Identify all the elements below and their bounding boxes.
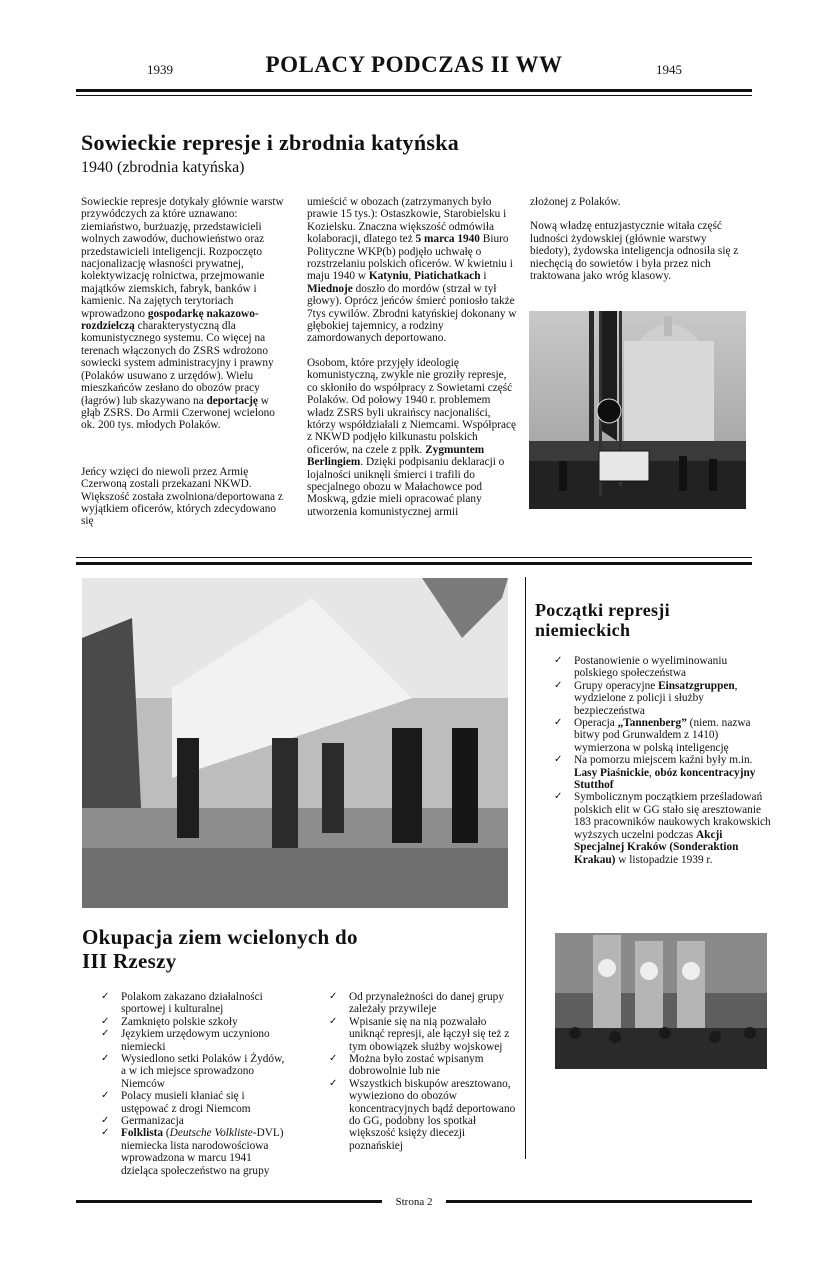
text: Postanowienie o wyeliminowaniu polskiego społeczeństwa (574, 655, 728, 680)
list-item (101, 1127, 291, 1177)
text-italic: Deutsche Volkliste- (169, 1127, 257, 1140)
year-end: 1945 (656, 62, 682, 77)
check-icon: ✓ (554, 717, 563, 729)
middle-rule (76, 562, 752, 565)
list-item (101, 991, 291, 1016)
text: Można było zostać wpisanym dobrowolnie lub nie (349, 1053, 484, 1078)
soviet-column-3 (530, 196, 746, 294)
check-icon: ✓ (554, 791, 563, 803)
text: charakterystyczną dla komunistycznego systemu. Co więcej na terenach włączonych do ZSRS wdrożono sowiecki system administracyjny i prawny (Polaków usuwano z urzędów). Wielu mieszkańców zesłano do obozów pracy (łagrów) lub skazywano na (81, 320, 274, 407)
header-rule (76, 89, 752, 92)
check-icon: ✓ (101, 1127, 110, 1139)
text: w listopadzie 1939 r. (615, 853, 713, 866)
column-divider (525, 577, 526, 1159)
text: w głąb ZSRS. Do Armii Czerwonej wcielono ok. 200 tys. młodych Polaków. (81, 394, 275, 432)
section-title-soviet: Sowieckie represje i zbrodnia katyńska (81, 130, 460, 155)
text: doszło do mordów (strzał w tył głowy). Oprócz jeńców śmierć poniosło także 7tys cywilów. Zbrodni katyńskiej dokonany w głębokiej tajemnicy, a rodziny zamordowanych deportowano. (307, 282, 517, 345)
text-bold: gospodarkę nakazowo-rozdzielczą (81, 307, 259, 333)
text: (niem. nazwa bitwy pod Grunwaldem z 1410) wymierzona w polską inteligencję (574, 717, 751, 754)
title-line: niemieckich (535, 620, 631, 640)
text-bold: Katyniu (368, 270, 409, 283)
text: Polacy musieli kłaniać się i ustępować z drogi Niemcom (121, 1090, 251, 1115)
check-icon: ✓ (329, 1015, 338, 1027)
photo-nazi-banners (555, 933, 767, 1069)
middle-rule-thin (76, 557, 752, 558)
text-bold: Lasy Piaśnickie (574, 766, 650, 779)
text: Sowieckie represje dotykały głównie warstw przywódczych za które uznawano: ziemiaństwo, burżuazję, przedstawicieli wolnych zawodów, duchowieństwo oraz przedstawicieli inteligencji. Rozpoczęto nacjonalizację własności prywatnej, kolektywizację rolnictwa, przejmowanie majątków ziemskich, fabryk, banków i kamienic. Na zajętych terytoriach wprowadzono (81, 196, 284, 320)
text-bold: obóz koncentracyjny Stutthof (574, 766, 756, 792)
text: Od przynależności do danej grupy zależały przywileje (349, 991, 504, 1016)
list-item (554, 717, 772, 754)
text-bold: Einsatzgruppen (658, 679, 735, 692)
german-start-list (554, 655, 772, 866)
occupation-list-left (101, 991, 291, 1177)
text: Językiem urzędowym uczyniono niemiecki (121, 1028, 270, 1053)
footer-rule-right (446, 1200, 752, 1203)
title-line: Początki represji (535, 600, 670, 620)
text: Grupy operacyjne (574, 679, 659, 692)
title-line: Okupacja ziem wcielonych do (82, 925, 358, 949)
list-item (329, 1053, 521, 1078)
title-line: III Rzeszy (82, 949, 177, 973)
text: Symbolicznym początkiem prześladowań polskich elit w GG stało się aresztowanie 183 pracowników naukowych krakowskich wyższych uczelni podczas (574, 791, 771, 841)
list-item (101, 1053, 291, 1090)
check-icon: ✓ (101, 991, 110, 1002)
text-bold: Folklista (121, 1127, 164, 1140)
text: Osobom, które przyjęły ideologię komunistyczną, zwykle nie groziły represje, co skłoniło do współpracy z Sowietami część Polaków. Od połowy 1940 r. problemem władz ZSRS byli ukraińscy nacjonaliści, którzy współdziałali z Niemcami. Współpracę z NKWD podjęło kilkunastu polskich oficerów, na czele z ppłk. (307, 356, 517, 456)
list-item (101, 1115, 291, 1127)
text: Biuro Polityczne WKP(b) podjęło uchwałę o rozstrzelaniu polskich oficerów. W kwietniu i maju 1940 w (307, 233, 513, 283)
text: i (480, 270, 487, 283)
check-icon: ✓ (554, 655, 563, 666)
text-bold: Piatichatkach (414, 270, 481, 283)
check-icon: ✓ (101, 1028, 110, 1040)
check-icon: ✓ (101, 1053, 110, 1065)
paragraph: złożonej z Polaków. (530, 196, 621, 208)
check-icon: ✓ (329, 991, 338, 1002)
text-bold: deportację (206, 394, 258, 407)
section-title-german-start (535, 600, 670, 640)
paragraph: Nową władzę entuzjastycznie witała część ludności żydowskiej (głównie warstwy biedoty), żydowska inteligencja odnosiła się z niechęcią do sowietów i była przez nich traktowana jako wróg klasowy. (530, 220, 739, 283)
check-icon: ✓ (554, 754, 563, 766)
list-item (554, 655, 772, 680)
text: Polakom zakazano działalności sportowej i kulturalnej (121, 991, 263, 1016)
text: ( (163, 1127, 170, 1140)
text-bold: 5 marca 1940 (415, 233, 480, 246)
text: , (408, 270, 415, 283)
text: Operacja (574, 717, 618, 730)
list-item (554, 680, 772, 717)
text: . Dzięki podpisaniu deklaracji o lojalności uniknęli śmierci i trafili do specjalnego obozu w Małachowce pod Moskwą, gdzie mieli opracować plany utworzenia komunistycznej armii (307, 456, 505, 518)
check-icon: ✓ (101, 1090, 110, 1102)
page-title: POLACY PODCZAS II WW (265, 52, 563, 77)
text-bold: Zygmuntem Berlingiem (307, 443, 485, 469)
list-item (101, 1028, 291, 1053)
soviet-column-1 (81, 196, 287, 540)
text: Wpisanie się na nią pozwalało uniknąć represji, ale łączył się też z tym obowiązek służby wojskowej (349, 1015, 510, 1053)
list-item (329, 1078, 521, 1152)
check-icon: ✓ (329, 1053, 338, 1065)
text: Germanizacja (121, 1115, 184, 1128)
list-item (554, 791, 772, 865)
paragraph: Jeńcy wzięci do niewoli przez Armię Czerwoną zostali przekazani NKWD. Większość została zwolniona/deportowana z wyjątkiem oficerów, których zdecydowano się (81, 465, 283, 528)
soviet-column-2 (307, 196, 519, 530)
photo-soviet-church (529, 311, 746, 509)
section-subtitle-soviet: 1940 (zbrodnia katyńska) (81, 159, 245, 176)
check-icon: ✓ (554, 679, 563, 691)
check-icon: ✓ (101, 1015, 110, 1027)
text: Wszystkich biskupów aresztowano, wywieziono do obozów koncentracyjnych bądź deportowano do GG, podobny los spotkał większość księży diecezji poznańskiej (349, 1077, 516, 1152)
text: DVL) niemiecka lista narodowościowa wprowadzona w marcu 1941 dzieląca społeczeństwo na grupy (121, 1127, 284, 1177)
header-rule-thin (76, 95, 752, 96)
text: Wysiedlono setki Polaków i Żydów, a w ich miejsce sprowadzono Niemców (121, 1053, 285, 1090)
section-title-occupation (82, 925, 358, 973)
photo-burning-village (82, 578, 508, 908)
occupation-list-right (329, 991, 521, 1152)
list-item (329, 1016, 521, 1053)
list-item (329, 991, 521, 1016)
list-item (554, 754, 772, 791)
page-number: Strona 2 (395, 1196, 433, 1208)
text: umieścić w obozach (zatrzymanych było prawie 15 tys.): Ostaszkowie, Starobielsku i Kozielsku. Znaczna większość odmówiła kolaboracji, dlatego też (307, 196, 507, 246)
list-item (101, 1016, 291, 1028)
text: , (649, 766, 655, 779)
text-bold: Akcji Specjalnej Kraków (Sonderaktion Krakau) (574, 828, 739, 866)
text-bold: „Tannenberg” (617, 717, 687, 730)
check-icon: ✓ (329, 1077, 338, 1089)
footer-rule-left (76, 1200, 382, 1203)
text-bold: Miednoje (307, 282, 353, 295)
text: , wydzielone z policji i służby bezpieczeństwa (574, 679, 738, 717)
year-start: 1939 (147, 62, 173, 77)
check-icon: ✓ (101, 1115, 110, 1127)
text: Zamknięto polskie szkoły (121, 1015, 238, 1028)
text: Na pomorzu miejscem kaźni były m.in. (574, 754, 753, 767)
list-item (101, 1090, 291, 1115)
